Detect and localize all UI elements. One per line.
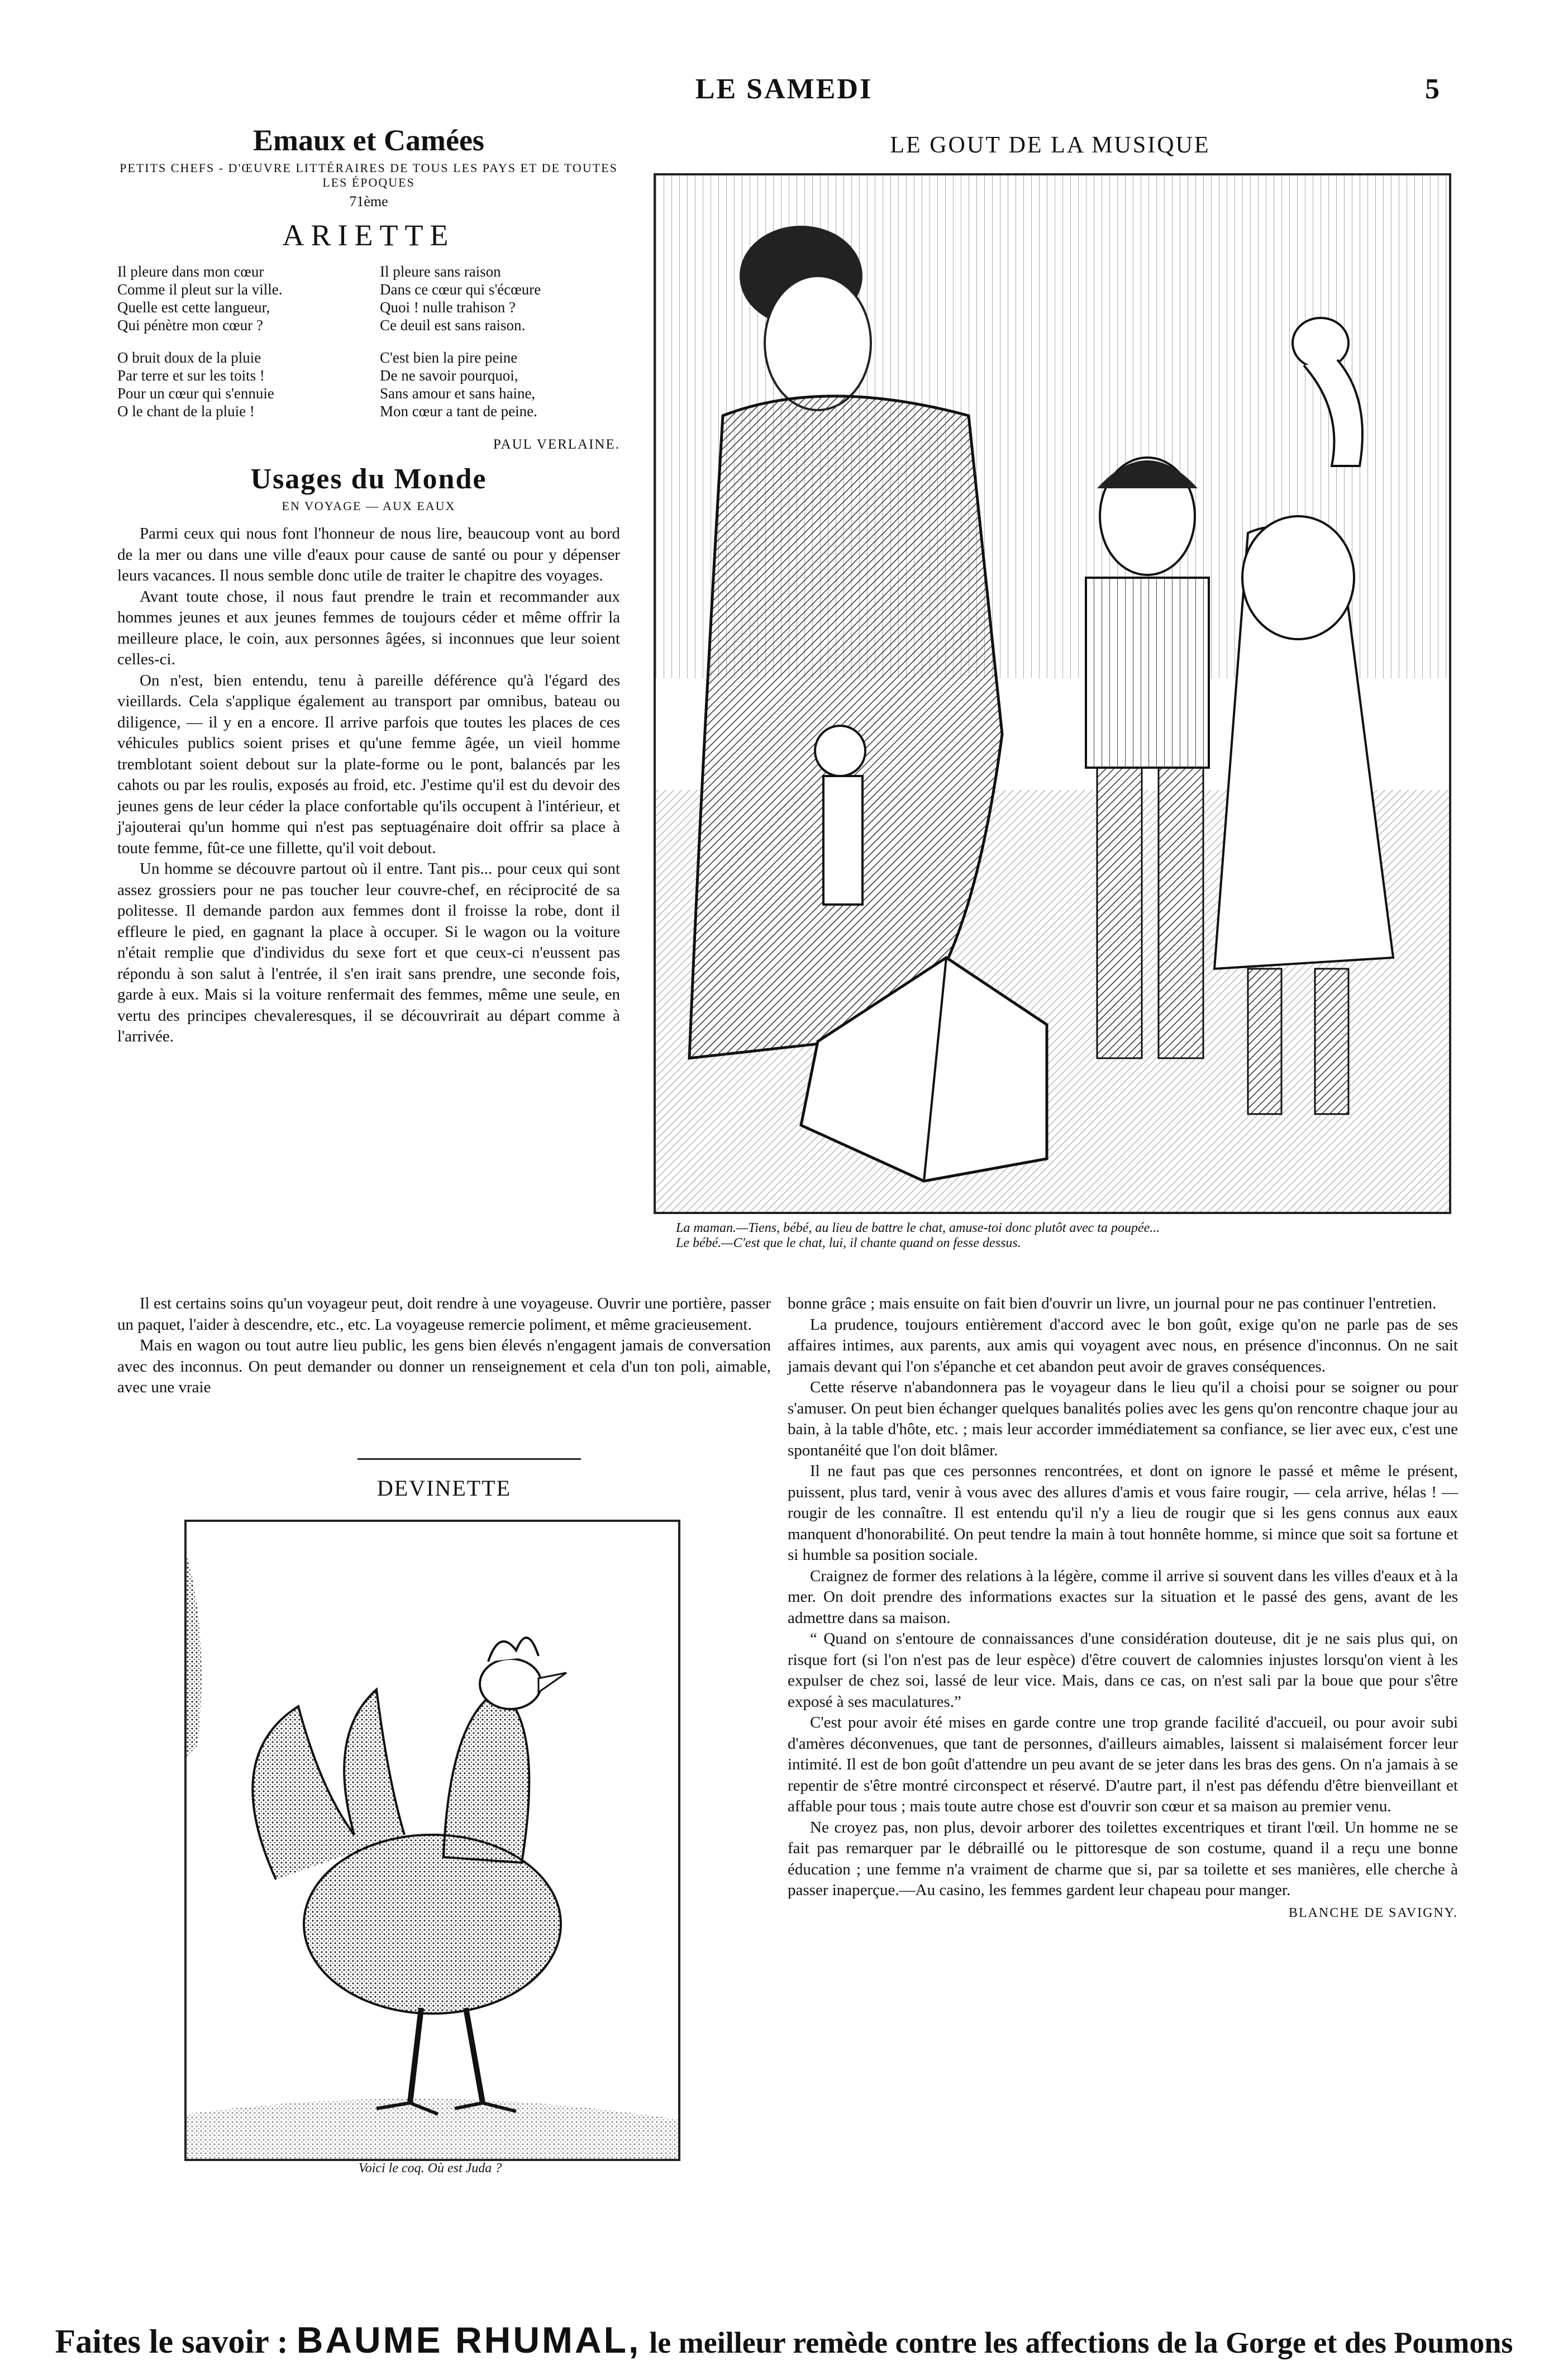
poem-column-left bbox=[117, 263, 358, 435]
advertisement-banner bbox=[0, 2319, 1568, 2361]
cartoon-caption bbox=[676, 1221, 1458, 1251]
cartoon-caption-line: La maman.—Tiens, bébé, au lieu de battre le chat, amuse-toi donc plutôt avec ta poupée... bbox=[676, 1221, 1160, 1235]
poem-author: PAUL VERLAINE. bbox=[493, 437, 620, 452]
article-paragraph: Ne croyez pas, non plus, devoir arborer des toilettes excentriques et tirant l'œil. Un homme ne se fait pas remarquer par le débraillé ou le pittoresque de son costume, quand il a reçu une bonne éducation ; une femme n'a vraiment de charme que si, par sa toilette et ses manières, elle cherche à passer inaperçue.—Au casino, les femmes gardent leur chapeau pour manger. bbox=[788, 1818, 1458, 1899]
article-paragraph: C'est pour avoir été mises en garde contre une trop grande facilité d'accueil, ou pour avoir subi d'amères déconvenues, que tant de personnes, d'ailleurs aimables, laissent si malaisément forcer leur intimité. Il est de bon goût d'attendre un peu avant de se jeter dans les bras des gens. On n'a jamais à se repentir de s'être montré circonspect et réservé. D'autre part, il n'est pas défendu d'être bienveillant et affable pour tous ; mais toute autre chose est d'ouvrir son cœur et sa maison au premier venu. bbox=[788, 1714, 1458, 1815]
verse-line: O bruit doux de la pluie bbox=[117, 349, 261, 366]
article-paragraph: La prudence, toujours entièrement d'accord avec le bon goût, exige qu'on ne parle pas de ses affaires intimes, aux parents, aux amis qui voyagent avec nous, en présence d'inconnus. On ne sait jamais devant qui l'on s'épanche et cet abandon peut avoir de graves conséquences. bbox=[788, 1315, 1458, 1376]
poem-stanzas bbox=[117, 263, 620, 435]
emaux-subtitle: PETITS CHEFS - D'ŒUVRE LITTÉRAIRES DE TOUS LES PAYS ET DE TOUTES LES ÉPOQUES bbox=[120, 161, 618, 189]
article-signature: BLANCHE DE SAVIGNY. bbox=[1288, 1905, 1458, 1920]
verse-line: Qui pénètre mon cœur ? bbox=[117, 317, 263, 334]
verse-line: Quoi ! nulle trahison ? bbox=[380, 299, 516, 316]
masthead: LE SAMEDI bbox=[695, 73, 873, 105]
cartoon-illustration bbox=[654, 173, 1451, 1214]
article-paragraph: bonne grâce ; mais ensuite on fait bien d'ouvrir un livre, un journal pour ne pas continuer l'entretien. bbox=[788, 1295, 1437, 1312]
emaux-title: Emaux et Camées bbox=[253, 123, 484, 157]
usages-title: Usages du Monde bbox=[250, 463, 487, 495]
emaux-number: 71ème bbox=[349, 193, 388, 210]
stanza-2 bbox=[117, 349, 358, 420]
article-paragraph: Parmi ceux qui nous font l'honneur de nous lire, beaucoup vont au bord de la mer ou dans une ville d'eaux pour cause de santé ou pour y dépenser leurs vacances. Il nous semble donc utile de traiter le chapitre des voyages. bbox=[117, 525, 620, 584]
verse-line: Dans ce cœur qui s'écœure bbox=[380, 281, 541, 298]
article-paragraph: Craignez de former des relations à la légère, comme il arrive si souvent dans les villes d'eaux et à la mer. On doit prendre des informations exactes sur la situation et le passé des gens, avant de les admettre dans sa maison. bbox=[788, 1567, 1458, 1627]
cartoon-title: LE GOUT DE LA MUSIQUE bbox=[890, 132, 1210, 158]
devinette-title: DEVINETTE bbox=[376, 1476, 512, 1501]
article-paragraph: Il ne faut pas que ces personnes rencontrées, et dont on ignore le passé et même le présent, puissent, plus tard, venir à vous avec des allures d'amis et vous faire rougir, — cela arrive, hélas ! — rougir de les connaître. Il est entendu qu'il n'y a lieu de rougir que si les gens connus aux eaux manquent d'honorabilité. On peut tendre la main à tout honnête homme, si mince que soit sa fortune et si humble sa position sociale. bbox=[788, 1462, 1458, 1564]
usages-subtitle: EN VOYAGE — AUX EAUX bbox=[282, 499, 456, 513]
article-continuation bbox=[117, 1293, 771, 1398]
article-paragraph: Il est certains soins qu'un voyageur peut, doit rendre à une voyageuse. Ouvrir une portière, passer un paquet, l'aider à descendre, etc., etc. La voyageuse remercie poliment, et même gracieusement. bbox=[117, 1295, 771, 1334]
ad-tagline: le meilleur remède contre les affections de la Gorge et des Poumons bbox=[649, 2326, 1513, 2359]
page-number: 5 bbox=[1425, 73, 1440, 105]
verse-line: De ne savoir pourquoi, bbox=[380, 367, 518, 384]
article-paragraph: Mais en wagon ou tout autre lieu public, les gens bien élevés n'engagent jamais de conversation avec des inconnus. On peut demander ou donner un renseignement et cela d'un ton poli, aimable, avec une vraie bbox=[117, 1336, 771, 1396]
ad-prefix: Faites le savoir : bbox=[55, 2323, 288, 2360]
rooster-drawing bbox=[187, 1522, 678, 2159]
article-paragraph: Cette réserve n'abandonnera pas le voyageur dans le lieu qu'il a choisi pour se soigner ou pour s'amuser. On peut bien échanger quelques banalités polies avec les gens qu'on rencontre chaque jour au bain, à la table d'hôte, etc. ; mais leur accorder immédiatement sa confiance, se lier avec eux, c'est une spontanéité que l'on doit blâmer. bbox=[788, 1378, 1458, 1459]
article-paragraph: “ Quand on s'entoure de connaissances d'une considération douteuse, dit je ne sais plus qui, on risque fort (si l'on n'est pas de leur espèce) d'être couvert de calomnies injustes lorsqu'on vient à les expulser de chez soi, lassé de leur vice. Mais, dans ce cas, on n'est sali par la boue que pour s'être exposé à ses maculatures.” bbox=[788, 1630, 1458, 1711]
verse-line: Comme il pleut sur la ville. bbox=[117, 281, 283, 298]
ad-brand: BAUME RHUMAL, bbox=[296, 2319, 641, 2361]
article-paragraph: On n'est, bien entendu, tenu à pareille déférence qu'à l'égard des vieillards. Cela s'applique également au transport par omnibus, bateau ou diligence, — il y en a encore. Il arrive parfois que toutes les places de ces véhicules publics soient prises et qu'une femme âgée, un vieil homme tremblotant soient debout sur la plate-forme ou le pont, balancés par les cahots ou par les roulis, exposés au froid, etc. J'estime qu'il est du devoir des jeunes gens de leur céder la place confortable qu'ils occupent à l'intérieur, et j'ajouterai qu'un homme qui n'est pas septuagénaire doit offrir sa place à toute femme, fût-ce une fillette, qu'il voit debout. bbox=[117, 671, 620, 857]
article-paragraph: Un homme se découvre partout où il entre. Tant pis... pour ceux qui sont assez grossiers pour ne pas toucher leur couvre-chef, en réciprocité de sa politesse. Il demande pardon aux femmes dont il froisse la robe, dont il effleure le pied, en gagnant la place à occuper. Si le wagon ou la voiture n'était remplie que d'individus du sexe fort et que ceux-ci n'eussent pas répondu à son salut à l'entrée, il s'en irait sans prendre, une seconde fois, garde à eux. Mais si la voiture renfermait des femmes, même une seule, en vertu des principes chevaleresques, il se découvrirait au départ comme à l'arrivée. bbox=[117, 860, 620, 1045]
divider-rule bbox=[358, 1458, 581, 1460]
cartoon-drawing bbox=[656, 175, 1449, 1212]
verse-line: Sans amour et sans haine, bbox=[380, 385, 536, 402]
article-paragraph: Avant toute chose, il nous faut prendre le train et recommander aux hommes jeunes et aux jeunes femmes de toujours céder et même offrir la meilleure place, le coin, aux personnes âgées, si inconnues que leur soient celles-ci. bbox=[117, 587, 620, 668]
verse-line: C'est bien la pire peine bbox=[380, 349, 518, 366]
verse-line: Il pleure dans mon cœur bbox=[117, 263, 264, 280]
cartoon-caption-line: Le bébé.—C'est que le chat, lui, il chante quand on fesse dessus. bbox=[676, 1236, 1021, 1250]
verse-line: O le chant de la pluie ! bbox=[117, 403, 255, 420]
verse-line: Il pleure sans raison bbox=[380, 263, 501, 280]
right-column bbox=[788, 1293, 1458, 1921]
poem-column-right bbox=[380, 263, 620, 435]
devinette-illustration bbox=[184, 1520, 680, 2161]
verse-line: Mon cœur a tant de peine. bbox=[380, 403, 537, 420]
devinette-caption: Voici le coq. Où est Juda ? bbox=[358, 2161, 502, 2176]
verse-line: Quelle est cette langueur, bbox=[117, 299, 270, 316]
stanza-1 bbox=[117, 263, 358, 334]
verse-line: Par terre et sur les toits ! bbox=[117, 367, 265, 384]
verse-line: Pour un cœur qui s'ennuie bbox=[117, 385, 274, 402]
left-column bbox=[117, 123, 620, 1048]
poem-title: ARIETTE bbox=[282, 218, 455, 252]
verse-line: Ce deuil est sans raison. bbox=[380, 317, 526, 334]
stanza-4 bbox=[380, 349, 620, 420]
stanza-3 bbox=[380, 263, 620, 334]
